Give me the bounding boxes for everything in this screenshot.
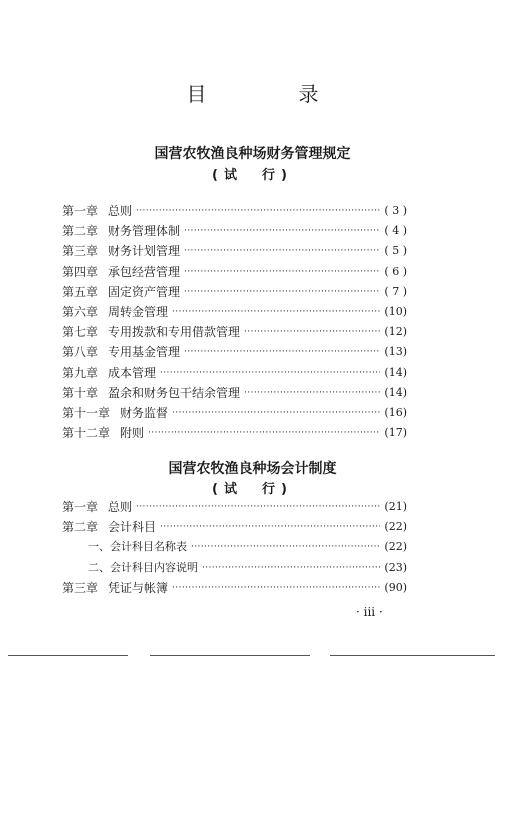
dot-leader [184,282,380,302]
chapter-title: 承包经营管理 [108,264,181,279]
section-1-subtitle: (试 行) [212,168,293,183]
toc-entry [62,363,407,383]
chapter-title: 凭证与帐簿 [108,580,169,595]
page-reference: ( 6 ) [384,264,407,278]
section-2-title: 国营农牧渔良种场会计制度 [168,461,337,477]
chapter-title: 财务监督 [120,405,169,420]
page-reference: (13) [384,345,407,359]
chapter-number: 第十章 [62,385,99,400]
dot-leader [160,517,380,537]
page-reference: (12) [384,325,407,339]
toc-entry [62,423,407,443]
section-2-subtitle: (试 行) [212,482,293,497]
chapter-number: 第六章 [62,305,99,320]
page-reference: (23) [384,560,407,574]
toc-entry [62,201,407,221]
chapter-number: 第三章 [62,580,99,595]
scan-edge-line [150,655,310,656]
scan-edge-line [330,655,495,656]
toc-entry [62,403,407,423]
chapter-title: 总则 [108,204,133,219]
chapter-title: 财务计划管理 [108,244,181,259]
chapter-title: 固定资产管理 [108,284,181,299]
toc-entry [62,322,407,342]
dot-leader [184,342,380,362]
page-reference: (22) [384,520,407,534]
dot-leader [202,558,380,578]
chapter-number: 第七章 [62,325,99,340]
page-reference: (16) [384,405,407,419]
chapter-title: 二、会计科目内容说明 [88,560,198,574]
page-reference: (14) [384,365,407,379]
toc-entry [62,241,407,261]
chapter-number: 第八章 [62,345,99,360]
chapter-number: 第十二章 [62,426,111,441]
toc-entry [62,517,407,537]
chapter-title: 附则 [120,426,145,441]
chapter-number: 第三章 [62,244,99,259]
chapter-number: 第二章 [62,224,99,239]
page-reference: (17) [384,426,407,440]
chapter-title: 成本管理 [108,365,157,380]
toc-subentry [62,558,407,578]
dot-leader [191,537,380,557]
dot-leader [184,241,380,261]
page-title: 目 录 [186,82,355,106]
dot-leader [136,201,380,221]
chapter-number: 第一章 [62,500,99,515]
chapter-title: 财务管理体制 [108,224,181,239]
toc-entry [62,578,407,598]
section-2-toc [62,497,407,598]
toc-entry [62,221,407,241]
toc-entry [62,342,407,362]
toc-entry [62,262,407,282]
toc-entry [62,302,407,322]
page-number: · iii · [356,605,383,619]
page-reference: (90) [384,580,407,594]
chapter-number: 第二章 [62,520,99,535]
toc-subentry [62,537,407,557]
chapter-title: 会计科目 [108,520,157,535]
dot-leader [160,363,380,383]
chapter-title: 专用基金管理 [108,345,181,360]
dot-leader [184,221,380,241]
chapter-number: 第九章 [62,365,99,380]
page-reference: ( 7 ) [384,284,407,298]
page-reference: (10) [384,305,407,319]
toc-entry [62,383,407,403]
dot-leader [184,262,380,282]
chapter-number: 第五章 [62,284,99,299]
chapter-title: 总则 [108,500,133,515]
chapter-number: 第一章 [62,204,99,219]
page-reference: (14) [384,385,407,399]
chapter-title: 专用拨款和专用借款管理 [108,325,241,340]
dot-leader [172,302,380,322]
dot-leader [172,578,380,598]
page-reference: ( 3 ) [384,204,407,218]
section-1-toc [62,201,407,443]
scan-edge-line [8,655,128,656]
chapter-number: 第十一章 [62,405,111,420]
chapter-title: 盈余和财务包干结余管理 [108,385,241,400]
dot-leader [148,423,380,443]
toc-entry [62,497,407,517]
dot-leader [244,383,380,403]
chapter-title: 一、会计科目名称表 [88,540,187,554]
section-1-title: 国营农牧渔良种场财务管理规定 [154,146,351,162]
chapter-number: 第四章 [62,264,99,279]
page-reference: (21) [384,500,407,514]
page-reference: (22) [384,540,407,554]
dot-leader [244,322,380,342]
dot-leader [172,403,380,423]
page-reference: ( 5 ) [384,244,407,258]
dot-leader [136,497,380,517]
page-reference: ( 4 ) [384,224,407,238]
chapter-title: 周转金管理 [108,305,169,320]
toc-entry [62,282,407,302]
